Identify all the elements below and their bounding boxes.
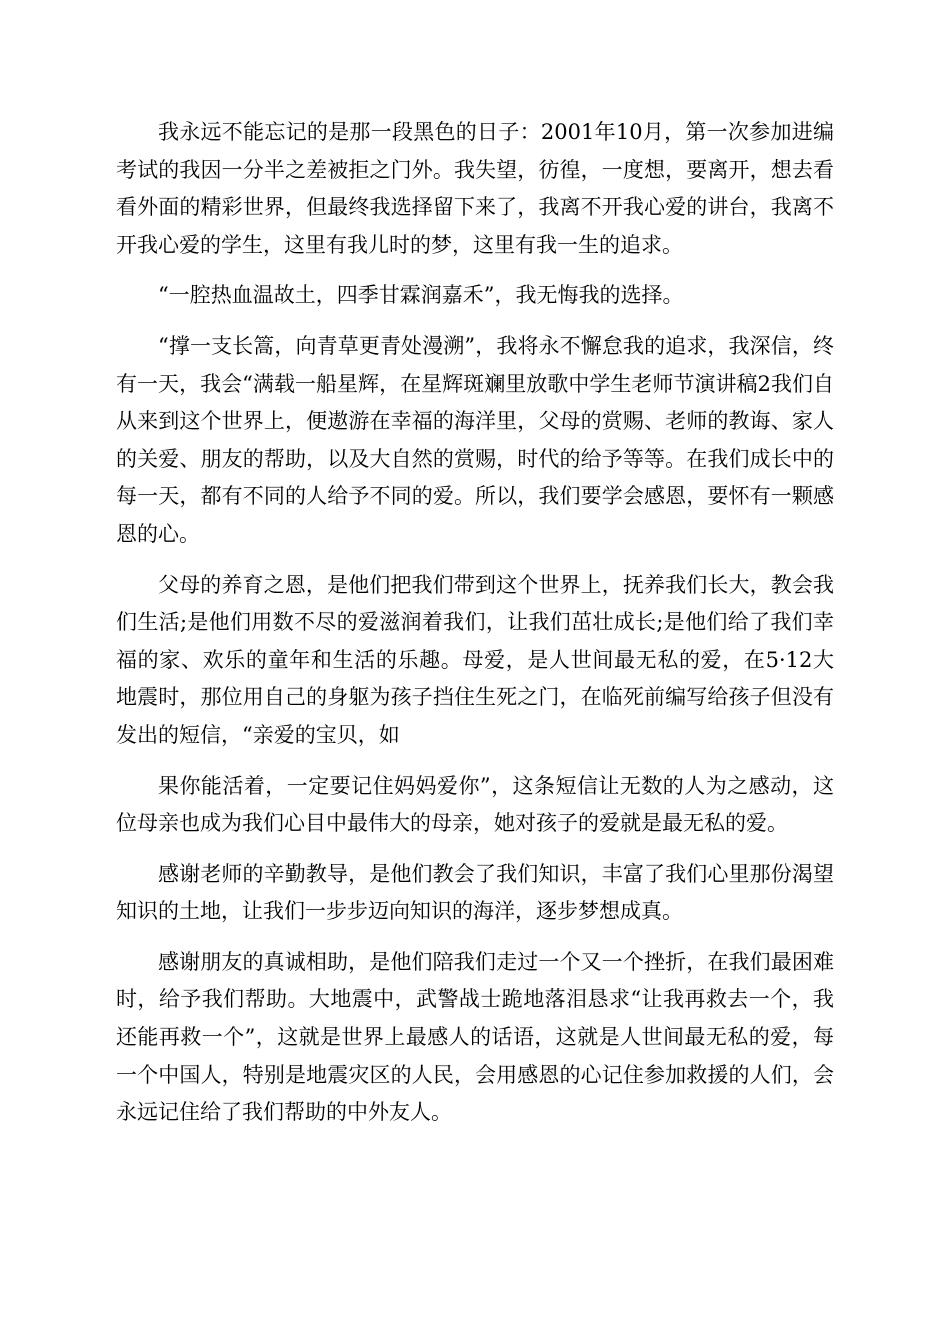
paragraph-parents: 父母的养育之恩，是他们把我们带到这个世界上，抚养我们长大，教会我们生活;是他们用数不尽的爱滋润着我们，让我们茁壮成长;是他们给了我们幸福的家、欢乐的童年和生活的乐趣。母爱，是人世间最无私的爱，在5·12大地震时，那位用自己的身躯为孩子挡住生死之门，在临死前编写给孩子但没有发出的短信，“亲爱的宝贝，如 [116, 572, 834, 747]
paragraph-pursuit: “撑一支长篙，向青草更青处漫溯”，我将永不懈怠我的追求，我深信，终有一天，我会“满载一船星辉，在星辉斑斓里放歌中学生老师节演讲稿2我们自从来到这个世界上，便遨游在幸福的海洋里，父母的赏赐、老师的教诲、家人的关爱、朋友的帮助，以及大自然的赏赐，时代的给予等等。在我们成长中的每一天，都有不同的人给予不同的爱。所以，我们要学会感恩，要怀有一颗感恩的心。 [116, 333, 834, 546]
document-body [116, 114, 834, 1145]
paragraph-mother-love: 果你能活着，一定要记住妈妈爱你”，这条短信让无数的人为之感动，这位母亲也成为我们心目中最伟大的母亲，她对孩子的爱就是最无私的爱。 [116, 773, 834, 836]
paragraph-first-exam: 我永远不能忘记的是那一段黑色的日子：2001年10月，第一次参加进编考试的我因一分半之差被拒之门外。我失望，彷徨，一度想，要离开，想去看看外面的精彩世界，但最终我选择留下来了，我离不开我心爱的讲台，我离不开我心爱的学生，这里有我儿时的梦，这里有我一生的追求。 [116, 120, 834, 257]
paragraph-teachers: 感谢老师的辛勤教导，是他们教会了我们知识，丰富了我们心里那份渴望知识的土地，让我们一步步迈向知识的海洋，逐步梦想成真。 [116, 861, 834, 924]
paragraph-friends: 感谢朋友的真诚相助，是他们陪我们走过一个又一个挫折，在我们最困难时，给予我们帮助。大地震中，武警战士跪地落泪恳求“让我再救去一个，我还能再救一个”，这就是世界上最感人的话语，这就是人世间最无私的爱，每一个中国人，特别是地震灾区的人民，会用感恩的心记住参加救援的人们，会永远记住给了我们帮助的中外友人。 [116, 949, 834, 1125]
paragraph-no-regret: “一腔热血温故土，四季甘霖润嘉禾”，我无悔我的选择。 [158, 283, 684, 308]
